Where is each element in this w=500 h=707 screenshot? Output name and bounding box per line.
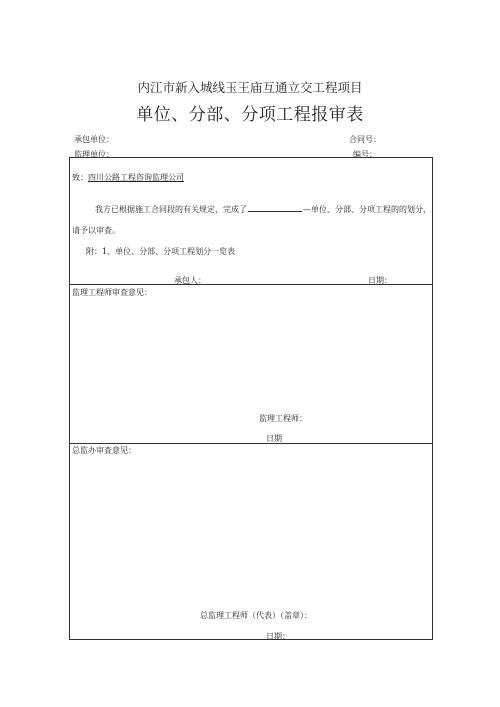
addressee-line [72,172,184,183]
body-text-part2: —单位、分部、分项工程的的划分， [303,205,431,214]
engineer-signature-label: 监理工程师： [259,414,307,423]
section2-date-label: 日期 [266,434,282,443]
contract-no-label: 合同号： [349,135,381,144]
blank-fill-line [248,203,302,212]
section3-date-label: 日期： [266,632,290,641]
submission-body-line2: 请予以审查。 [72,226,120,235]
submission-body-line1 [95,203,431,215]
body-text-part1: 我方已根据施工合同段的有关规定，完成了 [95,205,247,214]
form-table [69,157,433,640]
serial-no-label: 编号： [353,150,377,159]
addressee-label: 致： [72,173,88,182]
contractor-unit-label: 承包单位： [74,135,114,144]
project-name: 内江市新入城线玉王庙互通立交工程项目 [137,80,363,95]
section-divider-2 [70,443,432,444]
attachment-line: 附：1、单位、分部、分项工程划分一览表 [86,247,236,256]
chief-review-heading: 总监办审查意见： [72,446,136,455]
addressee-company: 四川公路工程咨询监理公司 [88,173,184,182]
chief-signature-label: 总监理工程师（代表）（盖章）： [200,611,312,620]
form-title: 单位、分部、分项工程报审表 [136,105,364,125]
contractor-signature-label: 承包人： [174,276,206,285]
supervision-unit-label: 监理单位： [74,150,114,159]
section1-date-label: 日期： [368,276,392,285]
engineer-review-heading: 监理工程师审查意见： [72,288,152,297]
